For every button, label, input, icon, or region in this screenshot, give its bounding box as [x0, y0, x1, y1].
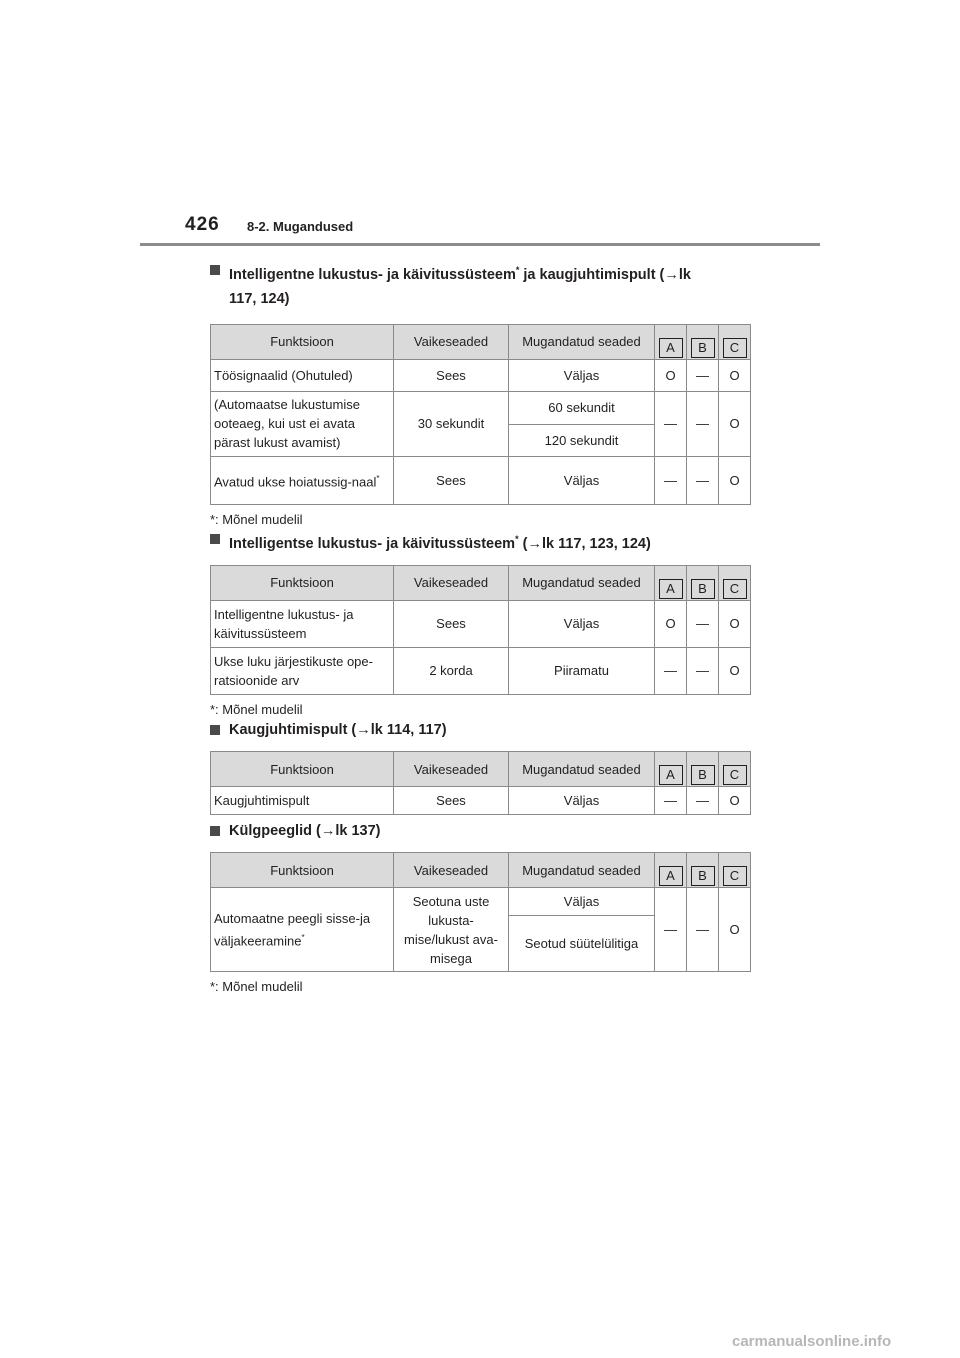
- square-bullet-icon: [210, 725, 220, 735]
- cell-c: O: [719, 359, 751, 391]
- cell-custom: Väljas: [509, 787, 655, 815]
- settings-table: [210, 852, 751, 972]
- heading-text: Intelligentne lukustus- ja käivitussüsteem: [229, 266, 516, 283]
- footnote-star: *: [376, 474, 380, 484]
- letter-a-icon: A: [659, 866, 683, 886]
- cell-function: Kaugjuhtimispult: [211, 787, 394, 815]
- section-intelligent-lock: [210, 527, 750, 717]
- heading-text: Külgpeeglid (→lk 137): [229, 823, 381, 839]
- section-remote-control: [210, 718, 750, 815]
- table-row: [211, 359, 751, 391]
- header-mugandatud: Mugandatud seaded: [509, 324, 655, 359]
- cell-b: —: [687, 647, 719, 694]
- header-funktsioon: Funktsioon: [211, 752, 394, 787]
- cell-custom: Seotud süütelülitiga: [509, 916, 655, 972]
- header-vaikeseaded: Vaikeseaded: [394, 853, 509, 888]
- letter-c-icon: C: [723, 765, 747, 785]
- header-vaikeseaded: Vaikeseaded: [394, 752, 509, 787]
- cell-custom: Väljas: [509, 600, 655, 647]
- heading-text: Kaugjuhtimispult (→lk 114, 117): [229, 722, 447, 738]
- header-b: [687, 752, 719, 787]
- letter-c-icon: C: [723, 338, 747, 358]
- settings-table: [210, 324, 751, 505]
- header-b: [687, 324, 719, 359]
- header-rule: [140, 243, 820, 246]
- cell-custom: Väljas: [509, 359, 655, 391]
- cell-c: O: [719, 787, 751, 815]
- page-number: 426: [185, 214, 220, 235]
- table-row: [211, 456, 751, 504]
- header-mugandatud: Mugandatud seaded: [509, 752, 655, 787]
- section-side-mirrors: [210, 819, 750, 994]
- header-funktsioon: Funktsioon: [211, 565, 394, 600]
- cell-function: (Automaatse lukustumise ooteaeg, kui ust ei avata pärast lukust avamist): [211, 391, 394, 456]
- cell-custom: Väljas: [509, 888, 655, 916]
- cell-function: Intelligentne lukustus- ja käivitussüsteem: [211, 600, 394, 647]
- table-row: [211, 391, 751, 424]
- cell-function: Töösignaalid (Ohutuled): [211, 359, 394, 391]
- section-heading: [210, 258, 750, 311]
- cell-b: —: [687, 600, 719, 647]
- cell-default: Sees: [394, 456, 509, 504]
- cell-custom: 60 sekundit: [509, 391, 655, 424]
- table-header-row: [211, 324, 751, 359]
- cell-b: —: [687, 456, 719, 504]
- cell-default: Sees: [394, 787, 509, 815]
- header-c: [719, 565, 751, 600]
- section-heading: [210, 527, 750, 556]
- cell-default: Seotuna uste lukusta-mise/lukust ava-misega: [394, 888, 509, 972]
- footnote: *: Mõnel mudelil: [210, 701, 303, 717]
- cell-custom: Väljas: [509, 456, 655, 504]
- square-bullet-icon: [210, 534, 220, 544]
- cell-custom: Piiramatu: [509, 647, 655, 694]
- cell-function: Ukse luku järjestikuste ope-ratsioonide arv: [211, 647, 394, 694]
- section-intelligent-lock-remote: [210, 258, 750, 527]
- cell-a: O: [655, 359, 687, 391]
- cell-a: —: [655, 391, 687, 456]
- cell-function-text: Automaatne peegli sisse-ja väljakeeramine: [214, 910, 371, 949]
- header-vaikeseaded: Vaikeseaded: [394, 565, 509, 600]
- heading-text: Intelligentse lukustus- ja käivitussüsteem: [229, 535, 516, 552]
- watermark: carmanualsonline.info: [732, 1333, 892, 1350]
- letter-b-icon: B: [691, 338, 715, 358]
- heading-text: 117, 124): [229, 290, 290, 307]
- cell-function: [211, 888, 394, 972]
- header-vaikeseaded: Vaikeseaded: [394, 324, 509, 359]
- letter-c-icon: C: [723, 866, 747, 886]
- letter-b-icon: B: [691, 866, 715, 886]
- cell-b: —: [687, 888, 719, 972]
- letter-a-icon: A: [659, 765, 683, 785]
- cell-default: Sees: [394, 359, 509, 391]
- footnote-star: *: [515, 534, 519, 544]
- footnote: *: Mõnel mudelil: [210, 979, 303, 994]
- cell-c: O: [719, 391, 751, 456]
- table-header-row: [211, 752, 751, 787]
- heading-text: (→lk 117, 123, 124): [518, 535, 651, 552]
- cell-custom: 120 sekundit: [509, 424, 655, 456]
- header-b: [687, 853, 719, 888]
- cell-function-text: Avatud ukse hoiatussig-naal: [214, 474, 377, 490]
- heading-text: ja kaugjuhtimispult (→lk: [519, 266, 691, 283]
- cell-default: Sees: [394, 600, 509, 647]
- cell-a: O: [655, 600, 687, 647]
- header-c: [719, 752, 751, 787]
- cell-default: 30 sekundit: [394, 391, 509, 456]
- header-funktsioon: Funktsioon: [211, 853, 394, 888]
- section-heading: [210, 819, 750, 843]
- cell-c: O: [719, 600, 751, 647]
- cell-c: O: [719, 456, 751, 504]
- header-c: [719, 324, 751, 359]
- cell-b: —: [687, 359, 719, 391]
- section-title: 8-2. Mugandused: [247, 219, 354, 234]
- cell-a: —: [655, 787, 687, 815]
- letter-b-icon: B: [691, 765, 715, 785]
- cell-a: —: [655, 647, 687, 694]
- letter-c-icon: C: [723, 579, 747, 599]
- header-a: [655, 752, 687, 787]
- settings-table: [210, 751, 751, 815]
- table-row: [211, 600, 751, 647]
- header-a: [655, 853, 687, 888]
- section-heading: [210, 718, 750, 742]
- cell-a: —: [655, 888, 687, 972]
- table-row: [211, 647, 751, 694]
- table-header-row: [211, 565, 751, 600]
- header-mugandatud: Mugandatud seaded: [509, 853, 655, 888]
- footnote: *: Mõnel mudelil: [210, 511, 303, 527]
- header-b: [687, 565, 719, 600]
- table-row: [211, 787, 751, 815]
- letter-a-icon: A: [659, 338, 683, 358]
- letter-a-icon: A: [659, 579, 683, 599]
- cell-default: 2 korda: [394, 647, 509, 694]
- header-c: [719, 853, 751, 888]
- table-header-row: [211, 853, 751, 888]
- cell-c: O: [719, 647, 751, 694]
- footnote-star: *: [301, 932, 305, 942]
- settings-table: [210, 565, 751, 695]
- table-row: [211, 888, 751, 916]
- cell-b: —: [687, 787, 719, 815]
- cell-b: —: [687, 391, 719, 456]
- header-funktsioon: Funktsioon: [211, 324, 394, 359]
- cell-a: —: [655, 456, 687, 504]
- header-mugandatud: Mugandatud seaded: [509, 565, 655, 600]
- header-a: [655, 324, 687, 359]
- header-a: [655, 565, 687, 600]
- square-bullet-icon: [210, 826, 220, 836]
- letter-b-icon: B: [691, 579, 715, 599]
- footnote-star: *: [515, 265, 520, 275]
- cell-function: [211, 456, 394, 504]
- square-bullet-icon: [210, 265, 220, 275]
- cell-c: O: [719, 888, 751, 972]
